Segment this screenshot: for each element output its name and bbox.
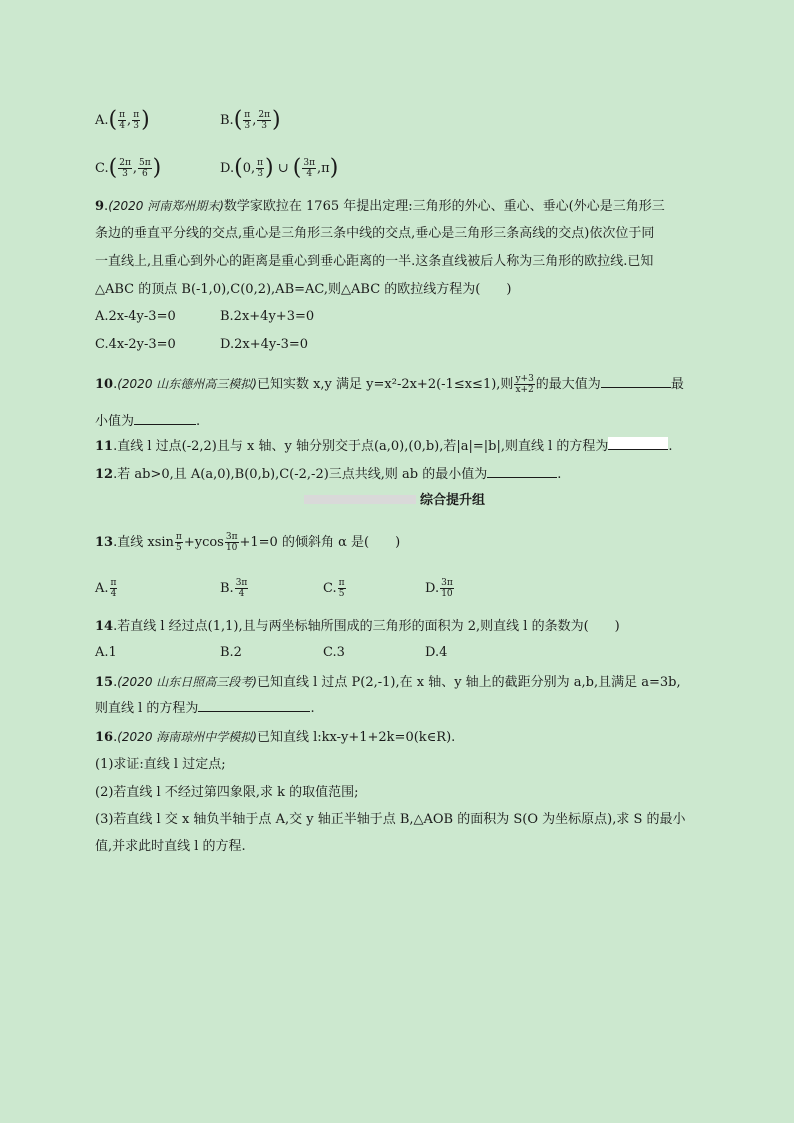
- paren-open: (: [233, 107, 243, 133]
- q9-option-b: B.2x+4y+3=0: [220, 309, 315, 324]
- question-source: (2020 山东日照高三段考): [117, 675, 257, 689]
- question-text: 直线 l 过点(-2,2)且与 x 轴、y 轴分别交于点(a,0),(0,b),若|a|=|b|,则直线 l 的方程为: [117, 439, 609, 454]
- q9-option-c: C.4x-2y-3=0: [95, 337, 176, 352]
- q10-line-2: [95, 413, 200, 431]
- frac-num: π: [175, 532, 182, 542]
- q16-part-3-cont: 值,并求此时直线 l 的方程.: [95, 839, 246, 854]
- q9-line-2: 条边的垂直平分线的交点,重心是三角形三条中线的交点,垂心是三角形三条高线的交点)依次位于同: [95, 226, 655, 241]
- answer-blank[interactable]: [198, 711, 310, 712]
- q15-line-1: 15.(2020 山东日照高三段考)已知直线 l 过点 P(2,-1),在 x 轴、y 轴上的截距分别为 a,b,且满足 a=3b,: [95, 675, 681, 690]
- question-text: 若 ab>0,且 A(a,0),B(0,b),C(-2,-2)三点共线,则 ab 的最小值为: [117, 467, 488, 482]
- frac-num: 3π: [303, 158, 316, 168]
- paren-close: ): [272, 107, 281, 133]
- fraction: [138, 158, 152, 179]
- fraction: [256, 158, 264, 179]
- question-text: 直线 xsin: [117, 535, 174, 550]
- question-text: 小值为: [95, 414, 135, 429]
- frac-num: π: [133, 110, 140, 120]
- q11-line: 11.直线 l 过点(-2,2)且与 x 轴、y 轴分别交于点(a,0),(0,b),若|a|=|b|,则直线 l 的方程为 .: [95, 439, 673, 454]
- question-number: 11: [95, 439, 114, 454]
- frac-den: 3: [244, 121, 251, 131]
- q8-option-c: C.( $\frac{2\pi}{3}$ , $\frac{5\pi}{6}$ ): [95, 155, 162, 181]
- question-number: 16: [95, 730, 114, 745]
- frac-num: π: [244, 110, 251, 120]
- paren-close: ): [152, 155, 162, 181]
- section-title: 综合提升组: [420, 493, 486, 508]
- frac-den: 3: [261, 121, 268, 131]
- pi: ,π: [317, 161, 330, 176]
- q16-line-1: 16.(2020 海南琼州中学模拟)已知直线 l:kx-y+1+2k=0(k∈R).: [95, 730, 456, 745]
- frac-num: 2π: [258, 110, 270, 120]
- frac-den: 4: [306, 169, 313, 179]
- fraction: [118, 110, 126, 131]
- q16-part-3: (3)若直线 l 交 x 轴负半轴于点 A,交 y 轴正半轴于点 B,△AOB 的面积为 S(O 为坐标原点),求 S 的最小: [95, 812, 686, 827]
- q8-option-d: [220, 155, 339, 181]
- frac-num: 5π: [139, 158, 151, 168]
- fraction: [110, 578, 118, 599]
- frac-den: 10: [441, 589, 453, 599]
- fraction: [257, 110, 271, 131]
- question-text: 已知实数 x,y 满足 y=x²-2x+2(-1≤x≤1),则: [256, 377, 514, 392]
- q13-option-d: [425, 578, 455, 599]
- paren-close: ): [265, 155, 274, 181]
- paren-open: (: [292, 155, 302, 181]
- question-text: +1=0 的倾斜角 α 是( ): [239, 535, 401, 550]
- question-source: (2020 河南郑州期末): [108, 199, 224, 213]
- section-bar: [304, 495, 416, 504]
- q15-line-2: [95, 700, 315, 718]
- option-label: A.: [95, 581, 109, 596]
- q9-option-a: A.2x-4y-3=0: [95, 309, 176, 324]
- frac-num: 3π: [225, 532, 238, 542]
- fraction: [514, 374, 534, 395]
- question-text: 数学家欧拉在 1765 年提出定理:三角形的外心、重心、垂心(外心是三角形三: [223, 199, 665, 214]
- fraction: [118, 158, 132, 179]
- frac-num: π: [110, 578, 117, 588]
- fraction: [338, 578, 346, 599]
- paren-open: (: [234, 155, 243, 181]
- q16-part-1: (1)求证:直线 l 过定点;: [95, 757, 226, 772]
- fraction: [243, 110, 251, 131]
- frac-num: π: [119, 110, 126, 120]
- fraction: [225, 532, 239, 553]
- question-source: (2020 海南琼州中学模拟): [117, 730, 257, 744]
- question-number: 12: [95, 467, 114, 482]
- q9-option-d: D.2x+4y-3=0: [220, 337, 309, 352]
- union-symbol: ∪: [277, 161, 289, 176]
- q13-option-a: [95, 578, 118, 599]
- q14-option-b: B.2: [220, 645, 242, 660]
- paren-open: (: [108, 155, 118, 181]
- frac-den: 10: [225, 543, 238, 553]
- question-text: 若直线 l 经过点(1,1),且与两坐标轴所围成的三角形的面积为 2,则直线 l 的条数为( ): [117, 619, 620, 634]
- q9-line-1: 9.(2020 河南郑州期末)数学家欧拉在 1765 年提出定理:三角形的外心、重心、垂心(外心是三角形三: [95, 199, 665, 214]
- paren-close: ): [329, 155, 339, 181]
- question-text: 已知直线 l:kx-y+1+2k=0(k∈R).: [256, 730, 456, 745]
- question-number: 10: [95, 377, 114, 392]
- option-label: C.: [95, 161, 109, 176]
- question-text: 已知直线 l 过点 P(2,-1),在 x 轴、y 轴上的截距分别为 a,b,且满足 a=3b,: [256, 675, 681, 690]
- fraction: [302, 158, 316, 179]
- white-box: [608, 437, 668, 449]
- question-text: 则直线 l 的方程为: [95, 701, 199, 716]
- frac-den: 6: [141, 169, 148, 179]
- period: .: [310, 701, 315, 716]
- q10-line-1: 10.(2020 山东德州高三模拟)已知实数 x,y 满足 y=x²-2x+2(-1≤x≤1),则 $\frac{y+3}{x+2}$ 的最大值为 最: [95, 374, 684, 395]
- fraction: [235, 578, 249, 599]
- frac-den: 3: [122, 169, 128, 179]
- question-number: 9: [95, 199, 105, 214]
- q9-line-3: 一直线上,且重心到外心的距离是重心到垂心距离的一半.这条直线被后人称为三角形的欧拉线.已知: [95, 254, 654, 269]
- option-label: C.: [323, 581, 337, 596]
- frac-num: 3π: [235, 578, 248, 588]
- frac-den: 3: [257, 169, 263, 179]
- fraction: [175, 532, 183, 553]
- q13-option-c: [323, 578, 347, 599]
- q14-option-a: A.1: [95, 645, 117, 660]
- paren-close: ): [141, 107, 150, 133]
- q8-option-a: A.( $\frac{\pi}{4}$ , $\frac{\pi}{3}$ ): [95, 107, 150, 133]
- period: .: [196, 414, 201, 429]
- question-source: (2020 山东德州高三模拟): [117, 377, 257, 391]
- q14-option-d: D.4: [425, 645, 448, 660]
- q8-option-b: B.( $\frac{\pi}{3}$ , $\frac{2\pi}{3}$ ): [220, 107, 281, 133]
- q12-line: 12.若 ab>0,且 A(a,0),B(0,b),C(-2,-2)三点共线,则 ab 的最小值为 .: [95, 467, 562, 482]
- frac-num: y+3: [515, 374, 534, 384]
- frac-num: π: [257, 158, 264, 168]
- option-label: D.: [220, 161, 235, 176]
- zero: 0,: [242, 161, 256, 176]
- q14-line: 14.若直线 l 经过点(1,1),且与两坐标轴所围成的三角形的面积为 2,则直线 l 的条数为( ): [95, 619, 620, 634]
- option-label: A.: [95, 113, 109, 128]
- frac-den: 5: [176, 543, 182, 553]
- option-label: B.: [220, 113, 234, 128]
- option-label: D.: [425, 581, 440, 596]
- option-label: B.: [220, 581, 234, 596]
- answer-blank[interactable]: [601, 387, 671, 388]
- frac-den: 5: [338, 589, 345, 599]
- answer-blank[interactable]: [487, 477, 557, 478]
- answer-blank[interactable]: [608, 449, 668, 450]
- frac-den: 4: [238, 589, 245, 599]
- frac-den: 4: [119, 121, 125, 131]
- question-number: 13: [95, 535, 114, 550]
- q14-option-c: C.3: [323, 645, 345, 660]
- question-text: 最: [670, 377, 684, 392]
- fraction: [440, 578, 454, 599]
- question-text: 的最大值为: [535, 377, 601, 392]
- answer-blank[interactable]: [134, 424, 196, 425]
- question-number: 14: [95, 619, 114, 634]
- frac-num: 3π: [441, 578, 453, 588]
- q13-line: 13.直线 xsin $\frac{\pi}{5}$ +ycos $\frac{3\pi}{10}$ +1=0 的倾斜角 α 是( ): [95, 532, 401, 553]
- question-number: 15: [95, 675, 114, 690]
- period: .: [668, 439, 673, 454]
- q16-part-2: (2)若直线 l 不经过第四象限,求 k 的取值范围;: [95, 785, 359, 800]
- q9-line-4: △ABC 的顶点 B(-1,0),C(0,2),AB=AC,则△ABC 的欧拉线方程为( ): [95, 282, 512, 297]
- frac-num: 2π: [119, 158, 131, 168]
- fraction: [132, 110, 140, 131]
- frac-den: 3: [133, 121, 140, 131]
- frac-den: x+2: [515, 385, 534, 395]
- frac-num: π: [338, 578, 345, 588]
- question-text: +ycos: [183, 535, 224, 550]
- period: .: [557, 467, 562, 482]
- frac-den: 4: [110, 589, 117, 599]
- paren-open: (: [108, 107, 118, 133]
- q13-option-b: [220, 578, 249, 599]
